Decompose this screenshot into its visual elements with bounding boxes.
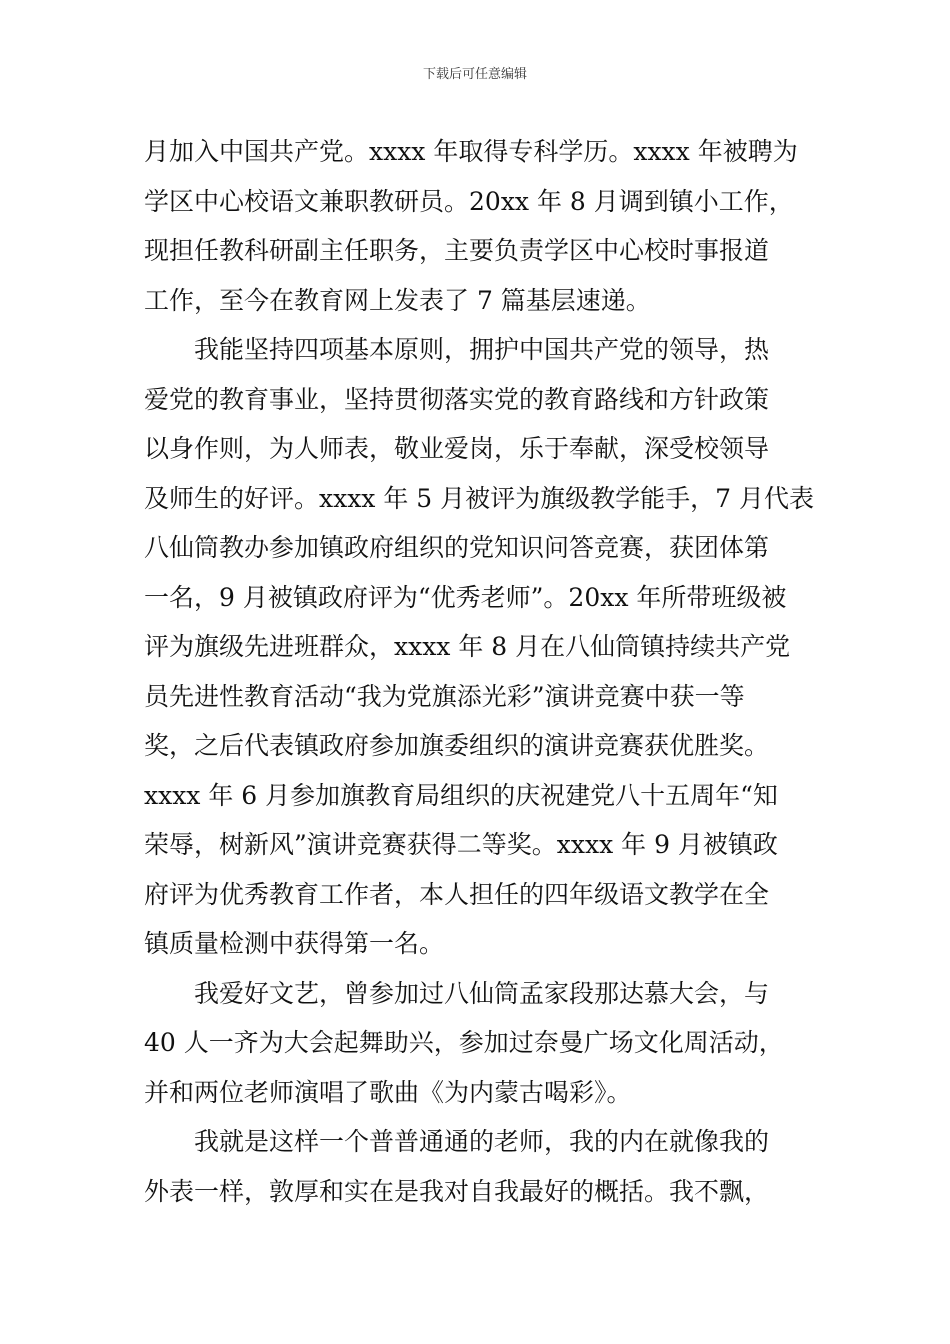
text-line: 一名，9 月被镇政府评为“优秀老师”。20xx 年所带班级被 — [144, 582, 787, 612]
text-line: 以身作则，为人师表，敬业爱岗，乐于奉献，深受校领导 — [144, 434, 770, 463]
text-line: 并和两位老师演唱了歌曲《为内蒙古喝彩》。 — [144, 1077, 632, 1107]
text-line: 40 人一齐为大会起舞助兴，参加过奈曼广场文化周活动， — [144, 1028, 784, 1057]
text-line: 我就是这样一个普普通通的老师，我的内在就像我的 — [144, 1127, 770, 1156]
document-body — [144, 127, 844, 1216]
text-line: 月加入中国共产党。xxxx 年取得专科学历。xxxx 年被聘为 — [144, 137, 798, 166]
text-line: 镇质量检测中获得第一名。 — [144, 929, 445, 958]
text-line: 奖，之后代表镇政府参加旗委组织的演讲竞赛获优胜奖。 — [144, 731, 770, 760]
text-line: 员先进性教育活动“我为党旗添光彩”演讲竞赛中获一等 — [144, 681, 745, 711]
text-line: 我爱好文艺，曾参加过八仙筒孟家段那达慕大会，与 — [144, 978, 770, 1008]
text-line: xxxx 年 6 月参加旗教育局组织的庆祝建党八十五周年“知 — [144, 780, 778, 810]
text-line: 现担任教科研副主任职务，主要负责学区中心校时事报道 — [144, 236, 770, 265]
text-line: 学区中心校语文兼职教研员。20xx 年 8 月调到镇小工作， — [144, 186, 794, 216]
text-line: 爱党的教育事业，坚持贯彻落实党的教育路线和方针政策 — [144, 384, 770, 414]
text-line: 评为旗级先进班群众，xxxx 年 8 月在八仙筒镇持续共产党 — [144, 632, 791, 661]
text-line: 及师生的好评。xxxx 年 5 月被评为旗级教学能手，7 月代表 — [144, 483, 814, 513]
text-line: 府评为优秀教育工作者，本人担任的四年级语文教学在全 — [144, 879, 770, 909]
text-line: 八仙筒教办参加镇政府组织的党知识问答竞赛，获团体第 — [144, 533, 770, 562]
text-line: 荣辱，树新风”演讲竞赛获得二等奖。xxxx 年 9 月被镇政 — [144, 830, 778, 859]
text-line: 外表一样，敦厚和实在是我对自我最好的概括。我不飘， — [144, 1176, 770, 1206]
text-line: 工作，至今在教育网上发表了 7 篇基层速递。 — [144, 285, 651, 315]
page-header: 下载后可任意编辑 — [422, 67, 527, 82]
text-line: 我能坚持四项基本原则，拥护中国共产党的领导，热 — [144, 335, 770, 364]
